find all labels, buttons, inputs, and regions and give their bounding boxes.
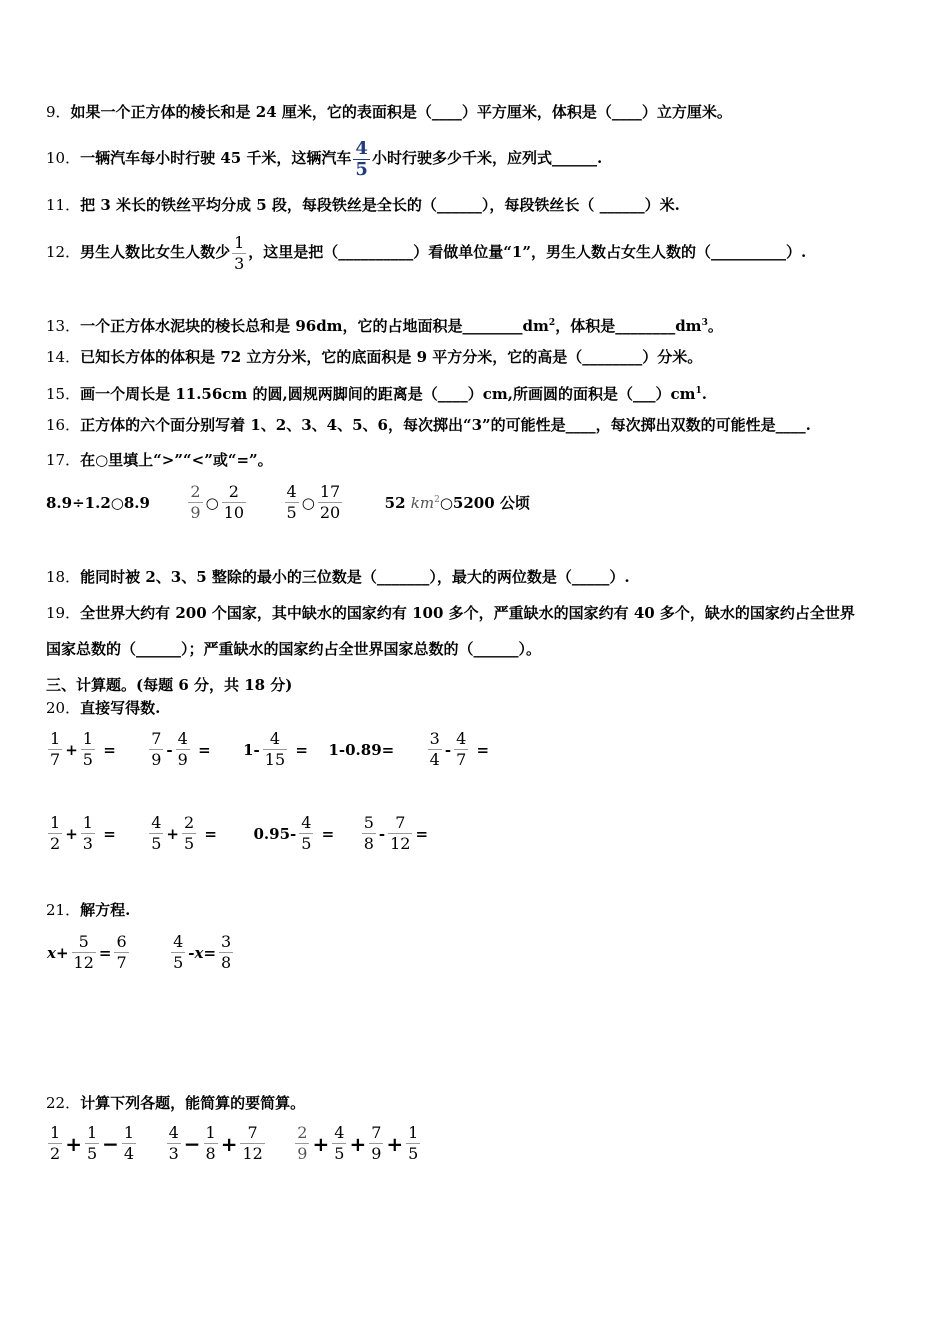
- fraction: [176, 730, 190, 769]
- question-15: [46, 381, 707, 404]
- numerator: 3: [429, 729, 440, 748]
- equals: =: [198, 740, 211, 759]
- question-text-pre: 画一个周长是 11.56cm 的圆,圆规两脚间的距离是（____）cm,所画圆的面积是（___）cm: [80, 385, 696, 403]
- question-text-mid: ，体积是________dm: [555, 317, 702, 335]
- expr-b: [147, 813, 218, 853]
- denominator: 7: [456, 750, 467, 769]
- denominator: 3: [234, 253, 245, 273]
- numerator: 1: [50, 813, 61, 832]
- expr-a: [46, 813, 117, 853]
- numerator: 2: [297, 1123, 308, 1142]
- expr-b: [147, 729, 211, 769]
- expr-c: [252, 813, 335, 853]
- prefix: 1-: [243, 740, 260, 759]
- q20-row-1: [46, 730, 490, 769]
- compare-item-1: 8.9÷1.2○8.9: [46, 493, 150, 512]
- fraction: [171, 933, 185, 972]
- numerator: 1: [123, 1123, 135, 1142]
- numerator: 2: [222, 483, 246, 503]
- question-number: 10．: [46, 149, 81, 167]
- fraction: [85, 1124, 99, 1163]
- denominator: 9: [177, 750, 188, 769]
- denominator: 9: [151, 750, 162, 769]
- numerator: 4: [151, 813, 162, 832]
- equals: =: [103, 824, 116, 843]
- denominator: 2: [50, 1144, 61, 1163]
- denominator: 5: [82, 750, 93, 769]
- question-text: 在○里填上“>”“<”或“=”。: [80, 451, 273, 469]
- fraction: [318, 483, 342, 522]
- fraction: [362, 814, 376, 853]
- question-text: 直接写得数.: [80, 699, 161, 717]
- expr-d: [360, 813, 429, 853]
- equals: =: [98, 943, 112, 962]
- numerator: 5: [363, 813, 374, 832]
- operator: +: [386, 1131, 404, 1156]
- question-number: 16．: [46, 416, 81, 434]
- equals: =: [321, 824, 335, 843]
- numerator: 2: [184, 813, 195, 832]
- question-number: 13．: [46, 317, 81, 335]
- numerator: 7: [371, 1123, 382, 1142]
- fraction: [295, 1124, 309, 1163]
- fraction: [149, 814, 163, 853]
- numerator: 4: [334, 1123, 345, 1142]
- question-11: [46, 195, 680, 215]
- denominator: 20: [319, 503, 341, 522]
- question-text-line2: 国家总数的（______）；严重缺水的国家约占全世界国家总数的（______）。: [46, 640, 542, 658]
- question-number: 17．: [46, 451, 81, 469]
- numerator: 1: [82, 813, 93, 832]
- denominator: 5: [173, 953, 184, 972]
- fraction: [285, 483, 299, 522]
- question-14: [46, 347, 702, 367]
- operator: -: [444, 740, 452, 759]
- numerator: 1: [50, 729, 61, 748]
- numerator: 4: [177, 729, 188, 748]
- question-text: 能同时被 2、3、5 整除的最小的三位数是（_______），最大的两位数是（_____）.: [80, 568, 630, 586]
- question-number: 9．: [46, 103, 71, 121]
- question-text-post: ，这里是把（__________）看做单位量“1”，男生人数占女生人数的（__________）.: [248, 243, 807, 261]
- fraction: [222, 483, 246, 522]
- operator: +: [166, 824, 179, 843]
- numerator: 1: [86, 1123, 98, 1142]
- numerator: 4: [263, 730, 287, 750]
- compare-circle: ○: [301, 493, 315, 512]
- numerator: 1: [408, 1123, 419, 1142]
- denominator: 4: [429, 750, 440, 769]
- question-number: 20．: [46, 699, 81, 717]
- denominator: 9: [190, 503, 201, 522]
- expr-c: [242, 729, 309, 769]
- numerator: 1: [205, 1123, 216, 1142]
- numerator: 1: [50, 1123, 61, 1142]
- numerator: 7: [240, 1124, 264, 1144]
- equals: =: [295, 740, 308, 759]
- denominator: 9: [371, 1144, 382, 1163]
- question-text-post: 小时行驶多少千米，应列式______.: [371, 149, 603, 167]
- numerator: 1: [234, 232, 245, 252]
- numerator: 17: [319, 482, 341, 501]
- denominator: 5: [86, 1144, 98, 1163]
- compare-item-3: [385, 492, 530, 513]
- denominator: 8: [363, 834, 374, 853]
- denominator: 7: [116, 953, 127, 972]
- denominator: 2: [50, 834, 61, 853]
- operator: +: [349, 1131, 367, 1156]
- operator: +: [220, 1131, 238, 1156]
- question-number: 15．: [46, 385, 81, 403]
- value: 52: [384, 494, 406, 512]
- question-text: 解方程.: [80, 901, 131, 919]
- fraction: [454, 730, 468, 769]
- fraction: [182, 814, 196, 853]
- expression-2: [165, 1123, 267, 1163]
- question-13: [46, 313, 723, 336]
- expr-d: 1-0.89=: [328, 740, 395, 759]
- fraction: [204, 1124, 218, 1163]
- fraction: [81, 730, 95, 769]
- fraction: [48, 1124, 62, 1163]
- denominator: 5: [286, 503, 297, 522]
- question-17: [46, 450, 273, 470]
- denominator: 8: [205, 1144, 216, 1163]
- operator: +: [65, 824, 78, 843]
- equals: =: [204, 824, 217, 843]
- fraction: [263, 730, 287, 769]
- q22-expressions: [46, 1124, 422, 1163]
- question-20: [46, 698, 160, 718]
- denominator: 5: [408, 1144, 419, 1163]
- question-text: 已知长方体的体积是 72 立方分米，它的底面积是 9 平方分米，它的高是（________）分米。: [80, 348, 703, 366]
- question-21: [46, 900, 130, 920]
- superscript: 3: [701, 318, 708, 328]
- denominator: 5: [301, 834, 312, 853]
- operator: +: [312, 1131, 330, 1156]
- question-text-line1: 全世界大约有 200 个国家，其中缺水的国家约有 100 多个，严重缺水的国家约有 40 多个，缺水的国家约占全世界: [80, 604, 855, 622]
- question-text-pre: 男生人数比女生人数少: [80, 243, 231, 261]
- denominator: 5: [334, 1144, 345, 1163]
- operator: +: [65, 1131, 82, 1156]
- question-text-pre: 一个正方体水泥块的棱长总和是 96dm，它的占地面积是________dm: [80, 317, 549, 335]
- section-title: 三、计算题。(每题 6 分，共 18 分): [46, 676, 293, 694]
- question-text-post: 。: [707, 317, 723, 335]
- denominator: 4: [123, 1144, 135, 1163]
- question-text-pre: 一辆汽车每小时行驶 45 千米，这辆汽车: [80, 149, 352, 167]
- question-text: 正方体的六个面分别写着 1、2、3、4、5、6，每次掷出“3”的可能性是____，每次掷出双数的可能性是____.: [80, 416, 811, 434]
- denominator: 3: [168, 1144, 179, 1163]
- question-19: [46, 603, 855, 623]
- q20-row-2: [46, 814, 429, 853]
- fraction: [81, 814, 95, 853]
- fraction: [428, 730, 442, 769]
- operator: -: [378, 824, 386, 843]
- fraction: [240, 1124, 264, 1163]
- denominator: 5: [151, 834, 162, 853]
- fraction: [167, 1124, 181, 1163]
- fraction: [299, 814, 313, 853]
- fraction: [388, 814, 412, 853]
- question-number: 22．: [46, 1094, 81, 1112]
- denominator: 9: [297, 1144, 308, 1163]
- fraction: [332, 1124, 346, 1163]
- question-text: 计算下列各题，能简算的要简算。: [80, 1094, 306, 1112]
- prefix: x+: [47, 943, 69, 962]
- numerator: 5: [72, 933, 96, 953]
- numerator: 3: [221, 932, 232, 951]
- question-9: [46, 102, 732, 122]
- fraction: [219, 933, 233, 972]
- denominator: 7: [50, 750, 61, 769]
- question-number: 11．: [46, 196, 81, 214]
- equation-1: [46, 932, 131, 972]
- question-number: 14．: [46, 348, 81, 366]
- numerator: 4: [173, 932, 184, 951]
- denominator: 5: [184, 834, 195, 853]
- compare-text: ○5200 公顷: [439, 494, 530, 512]
- operator: −: [183, 1131, 201, 1156]
- fraction: [353, 137, 370, 180]
- numerator: 4: [286, 482, 297, 501]
- numerator: 1: [82, 729, 93, 748]
- fraction: [48, 814, 62, 853]
- question-10: [46, 136, 602, 180]
- numerator: 4: [301, 813, 312, 832]
- denominator: 8: [221, 953, 232, 972]
- unit: km: [410, 494, 435, 512]
- expression-1: [46, 1123, 138, 1163]
- question-18: [46, 567, 630, 587]
- prefix: 0.95-: [253, 824, 297, 843]
- fraction: [48, 730, 62, 769]
- question-19-line2: [46, 639, 541, 659]
- fraction: [122, 1124, 136, 1163]
- fraction: [188, 483, 202, 522]
- numerator: 4: [168, 1123, 179, 1142]
- expr-a: [46, 729, 117, 769]
- question-16: [46, 415, 811, 435]
- operator: -: [166, 740, 173, 759]
- numerator: 7: [388, 814, 412, 834]
- superscript: 1: [695, 386, 702, 396]
- fraction: [406, 1124, 420, 1163]
- numerator: 2: [190, 482, 201, 501]
- compare-circle: ○: [205, 493, 219, 512]
- denominator: 12: [390, 834, 411, 853]
- denominator: 15: [264, 750, 286, 769]
- question-number: 18．: [46, 568, 81, 586]
- numerator: 4: [456, 729, 467, 748]
- denominator: 12: [73, 953, 94, 972]
- denominator: 12: [242, 1144, 263, 1163]
- question-17-items: [46, 483, 530, 522]
- fraction: [369, 1124, 383, 1163]
- q21-equations: [46, 933, 235, 972]
- superscript: 2: [434, 495, 440, 505]
- equation-2: [169, 932, 235, 972]
- fraction: [114, 933, 128, 972]
- numerator: 4: [355, 137, 368, 159]
- expr-e: [426, 729, 490, 769]
- denominator: 3: [82, 834, 93, 853]
- expression-3: [293, 1123, 422, 1163]
- numerator: 6: [116, 932, 127, 951]
- question-text: 如果一个正方体的棱长和是 24 厘米，它的表面积是（____）平方厘米，体积是（____）立方厘米。: [70, 103, 732, 121]
- question-12: [46, 230, 806, 274]
- question-text-post: .: [701, 385, 707, 403]
- question-number: 19．: [46, 604, 81, 622]
- question-text: 把 3 米长的铁丝平均分成 5 段，每段铁丝是全长的（______），每段铁丝长（ ______）米.: [80, 196, 680, 214]
- operator: +: [65, 740, 78, 759]
- operator: −: [102, 1131, 119, 1156]
- numerator: 7: [151, 729, 162, 748]
- equals: =: [415, 824, 429, 843]
- fraction: [72, 933, 96, 972]
- question-number: 12．: [46, 243, 81, 261]
- superscript: 2: [548, 318, 556, 328]
- question-number: 21．: [46, 901, 81, 919]
- middle: -x=: [188, 943, 217, 962]
- fraction: [149, 730, 163, 769]
- fraction: [232, 234, 246, 273]
- denominator: 5: [355, 158, 368, 180]
- equals: =: [103, 740, 116, 759]
- question-22: [46, 1093, 305, 1113]
- equals: =: [476, 740, 490, 759]
- denominator: 10: [223, 503, 245, 522]
